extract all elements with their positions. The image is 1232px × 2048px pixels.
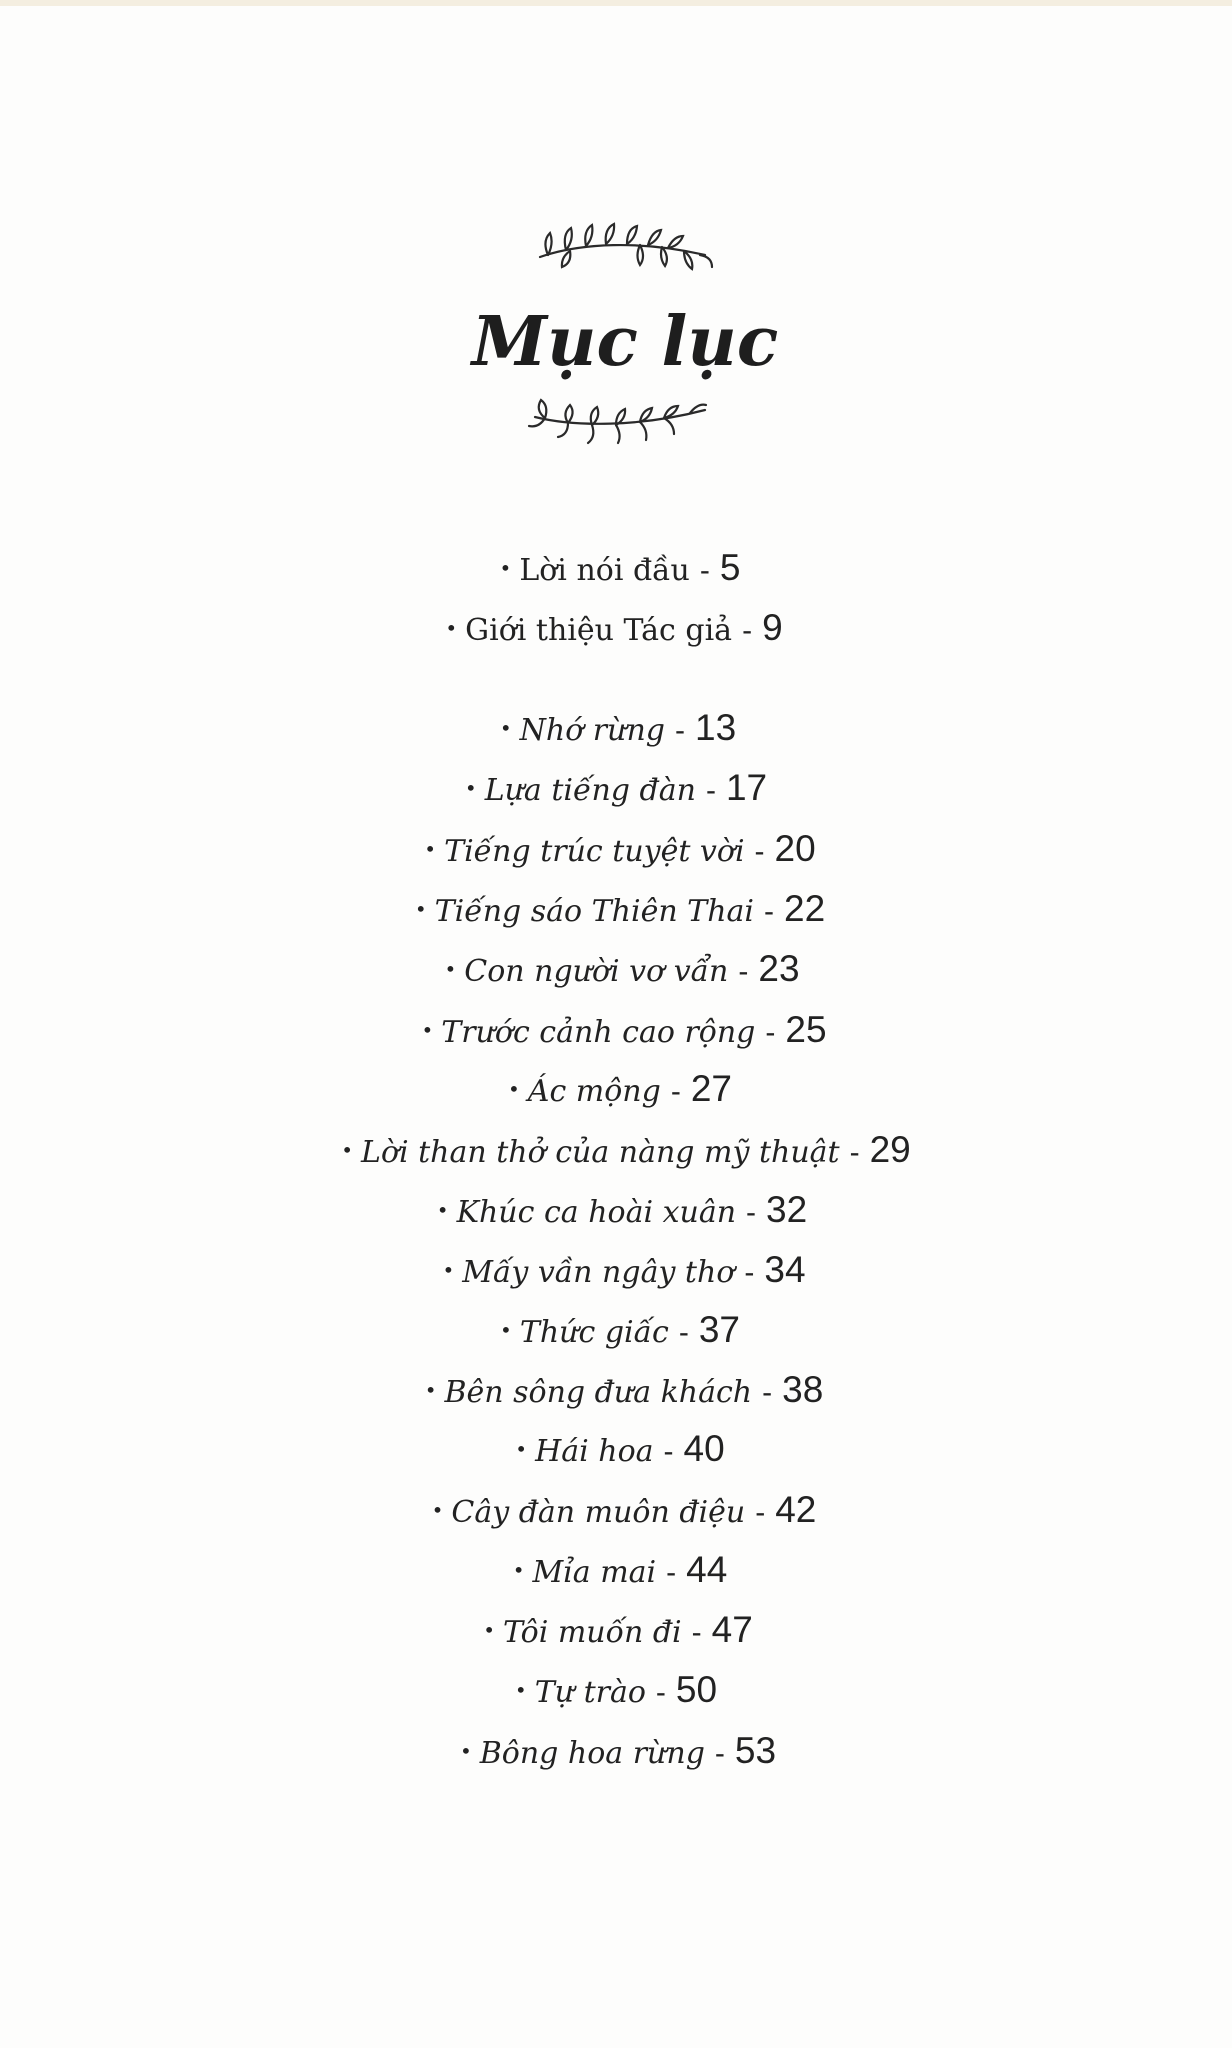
entry-title: Con người vơ vẩn: [464, 954, 729, 989]
entry-title: Lựa tiếng đàn: [484, 773, 696, 808]
bullet-icon: •: [444, 957, 457, 981]
entry-page-number: 53: [734, 1730, 777, 1771]
bullet-icon: •: [414, 897, 427, 921]
entry-page-number: 34: [764, 1249, 806, 1290]
separator: -: [742, 614, 753, 647]
toc-entry[interactable]: [2, 708, 1232, 748]
entry-title: Bên sông đưa khách: [444, 1375, 753, 1410]
separator: -: [754, 835, 765, 868]
entry-title: Cây đàn muôn điệu: [451, 1495, 746, 1530]
entry-page-number: 25: [785, 1009, 827, 1050]
toc-entry[interactable]: [10, 1130, 1232, 1170]
toc-entry[interactable]: [4, 1429, 1232, 1469]
separator: -: [714, 1737, 725, 1770]
entry-page-number: 29: [869, 1129, 911, 1170]
page-top-edge: [0, 0, 1232, 6]
separator: -: [691, 1616, 702, 1649]
separator: -: [738, 955, 749, 988]
entry-title: Mấy vần ngây thơ: [462, 1255, 735, 1290]
entry-title: Tiếng sáo Thiên Thai: [434, 894, 754, 929]
entry-page-number: 40: [683, 1428, 725, 1469]
separator: -: [764, 895, 774, 928]
toc-entry[interactable]: [8, 1370, 1232, 1410]
toc-entry[interactable]: [0, 1670, 1232, 1710]
separator: -: [744, 1256, 755, 1289]
entry-page-number: 22: [784, 888, 826, 929]
separator: -: [849, 1136, 860, 1169]
bullet-icon: •: [500, 1318, 512, 1342]
bullet-icon: •: [459, 1739, 472, 1763]
entry-page-number: 44: [686, 1549, 728, 1590]
separator: -: [663, 1435, 674, 1468]
separator: -: [705, 774, 716, 807]
entry-page-number: 9: [762, 607, 783, 648]
bullet-icon: •: [424, 1378, 437, 1402]
entry-page-number: 20: [774, 828, 816, 869]
entry-page-number: 50: [675, 1669, 718, 1710]
separator: -: [746, 1196, 757, 1229]
entry-page-number: 27: [690, 1068, 732, 1109]
entry-title: Mỉa mai: [532, 1555, 657, 1590]
toc-entry[interactable]: [0, 608, 1230, 648]
entry-title: Nhớ rừng: [519, 713, 665, 748]
entry-title: Khúc ca hoài xuân: [456, 1195, 737, 1230]
separator: -: [765, 1016, 776, 1049]
entry-page-number: 32: [766, 1189, 808, 1230]
entry-page-number: 17: [725, 767, 768, 808]
entry-title: Tự trào: [534, 1675, 646, 1710]
bullet-icon: •: [341, 1138, 354, 1162]
entry-title: Tiếng trúc tuyệt vời: [444, 834, 745, 869]
bullet-icon: •: [436, 1198, 449, 1222]
entry-page-number: 37: [698, 1309, 740, 1350]
entry-title: Bông hoa rừng: [479, 1736, 705, 1771]
toc-entry[interactable]: [4, 889, 1232, 929]
toc-entry[interactable]: [6, 1190, 1232, 1230]
bullet-icon: •: [512, 1558, 525, 1582]
laurel-branch-top-icon: [540, 224, 712, 269]
entry-title: Lời nói đầu: [519, 553, 690, 588]
entry-title: Hái hoa: [535, 1434, 654, 1469]
entry-title: Giới thiệu Tác giả: [465, 613, 733, 648]
separator: -: [666, 1556, 677, 1589]
bullet-icon: •: [464, 776, 477, 800]
bullet-icon: •: [499, 716, 512, 740]
entry-title: Thức giấc: [519, 1315, 669, 1350]
toc-entry[interactable]: [4, 1550, 1232, 1590]
separator: -: [670, 1075, 681, 1108]
bullet-icon: •: [514, 1678, 527, 1702]
toc-entry[interactable]: [6, 949, 1232, 989]
entry-page-number: 38: [782, 1369, 824, 1410]
toc-entry[interactable]: [2, 1731, 1232, 1771]
separator: -: [755, 1496, 766, 1529]
toc-entry[interactable]: [8, 1010, 1232, 1050]
toc-header: [0, 205, 1232, 465]
bullet-icon: •: [421, 1018, 434, 1042]
entry-page-number: 5: [719, 547, 741, 588]
entry-page-number: 47: [711, 1609, 753, 1650]
separator: -: [655, 1676, 666, 1709]
toc-entry[interactable]: [0, 768, 1232, 808]
toc-entry[interactable]: [4, 829, 1232, 869]
entry-title: Tôi muốn đi: [502, 1615, 682, 1650]
bullet-icon: •: [431, 1498, 444, 1522]
separator: -: [699, 554, 710, 587]
bullet-icon: •: [424, 837, 437, 861]
toc-entry[interactable]: [4, 548, 1232, 588]
entry-title: Trước cảnh cao rộng: [441, 1015, 756, 1050]
bullet-icon: •: [483, 1618, 495, 1642]
bullet-icon: •: [508, 1077, 520, 1101]
entry-page-number: 13: [695, 707, 737, 748]
separator: -: [675, 714, 685, 747]
bullet-icon: •: [442, 1258, 455, 1282]
entry-title: Ác mộng: [527, 1074, 661, 1109]
entry-page-number: 42: [775, 1489, 817, 1530]
bullet-icon: •: [515, 1437, 528, 1461]
toc-entry[interactable]: [8, 1490, 1232, 1530]
separator: -: [762, 1376, 773, 1409]
toc-entry[interactable]: [4, 1310, 1232, 1350]
entry-title: Lời than thở của nàng mỹ thuật: [361, 1135, 840, 1170]
bullet-icon: •: [499, 556, 512, 580]
toc-entry[interactable]: [2, 1610, 1232, 1650]
entry-page-number: 23: [758, 948, 800, 989]
laurel-branch-bottom-icon: [529, 400, 706, 443]
heading-ornament: [0, 205, 1232, 465]
bullet-icon: •: [445, 616, 458, 640]
toc-entry[interactable]: [4, 1069, 1232, 1109]
separator: -: [678, 1316, 689, 1349]
toc-entry[interactable]: [8, 1250, 1232, 1290]
toc-heading: Mục lục: [471, 302, 779, 382]
